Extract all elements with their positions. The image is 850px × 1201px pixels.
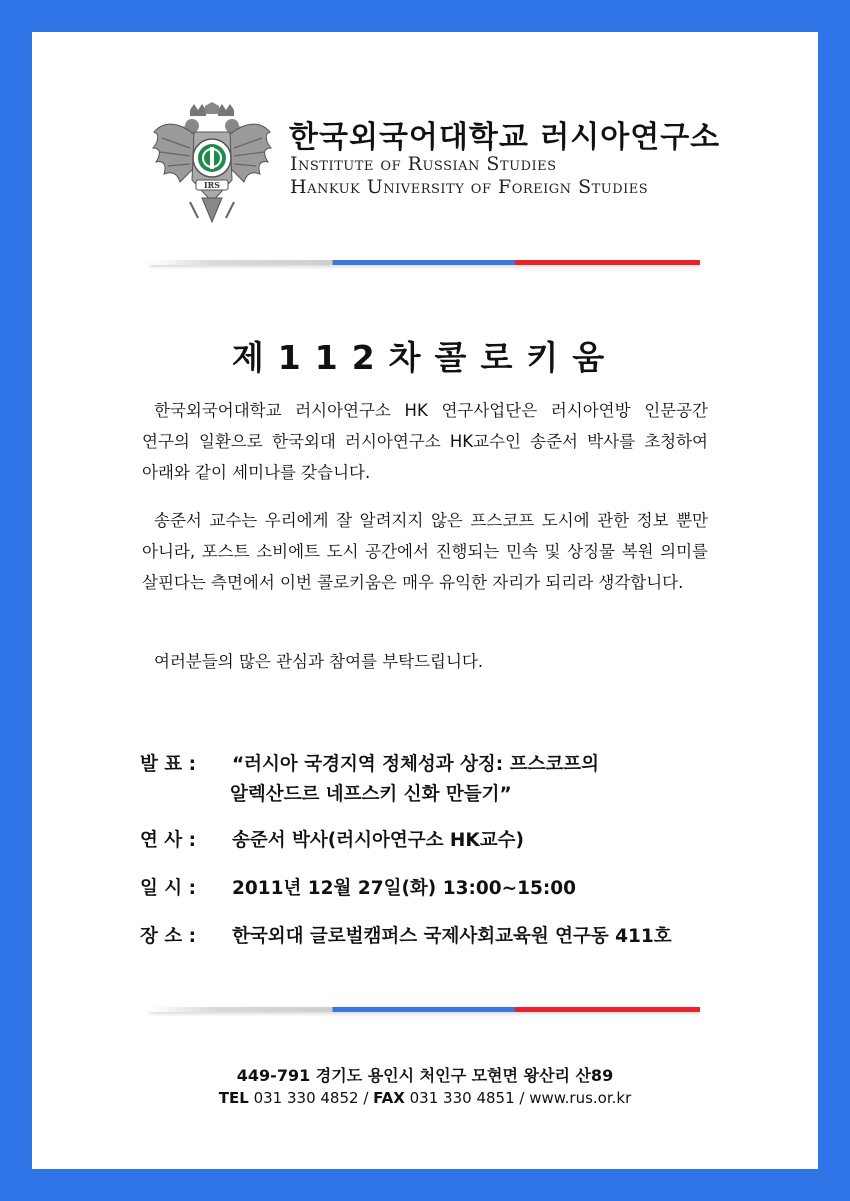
institute-english-name: Institute of Russian Studies (290, 153, 557, 175)
speaker-label: 연 사 : (140, 830, 197, 851)
presentation-title-line1: “러시아 국경지역 정체성과 상징: 프스코프의 (232, 754, 599, 775)
speaker-row (140, 826, 524, 852)
presentation-row (140, 750, 599, 776)
datetime-row (140, 874, 576, 900)
description-paragraph: 송준서 교수는 우리에게 잘 알려지지 않은 프스코프 도시에 관한 정보 뿐만 아니라, 포스트 소비에트 도시 공간에서 진행되는 민속 및 상징물 복원 의미를 살핀다는 측면에서 이번 콜로키움은 매우 유익한 자리가 되리라 생각합니다. (142, 511, 708, 592)
datetime-label: 일 시 : (140, 878, 197, 899)
venue-row (140, 922, 672, 948)
footer-contact (32, 1089, 818, 1107)
speaker-value: 송준서 박사(러시아연구소 HK교수) (232, 830, 524, 851)
emblem-irs-text: IRS (203, 180, 221, 190)
tel-label: TEL (218, 1089, 249, 1107)
tricolor-divider-bottom (150, 1007, 700, 1012)
presentation-label: 발 표 : (140, 754, 197, 775)
datetime-value: 2011년 12월 27일(화) 13:00~15:00 (232, 878, 576, 899)
tel-value: 031 330 4852 / (253, 1089, 369, 1107)
intro-paragraph: 한국외국어대학교 러시아연구소 HK 연구사업단은 러시아연방 인문공간 연구의 일환으로 한국외대 러시아연구소 HK교수인 송준서 박사를 초청하여 아래와 같이 세미나를 갖습니다. (142, 401, 708, 482)
fax-and-website: 031 330 4851 / www.rus.or.kr (409, 1089, 632, 1107)
institute-korean-name: 한국외국어대학교 러시아연구소 (289, 120, 721, 155)
venue-value: 한국외대 글로벌캠퍼스 국제사회교육원 연구동 411호 (232, 926, 672, 947)
poster-page (32, 32, 818, 1169)
double-headed-eagle-emblem-icon (150, 102, 274, 226)
invitation-paragraph: 여러분들의 많은 관심과 참여를 부탁드립니다. (154, 652, 484, 671)
fax-label: FAX (373, 1089, 405, 1107)
presentation-title-line2: 알렉산드르 네프스키 신화 만들기” (230, 784, 512, 805)
tricolor-divider-top (150, 260, 700, 265)
footer-address: 449-791 경기도 용인시 처인구 모현면 왕산리 산89 (236, 1066, 614, 1085)
colloquium-title: 제112차콜로키움 (231, 338, 619, 377)
venue-label: 장 소 : (140, 926, 197, 947)
university-english-name: Hankuk University of Foreign Studies (290, 176, 649, 198)
